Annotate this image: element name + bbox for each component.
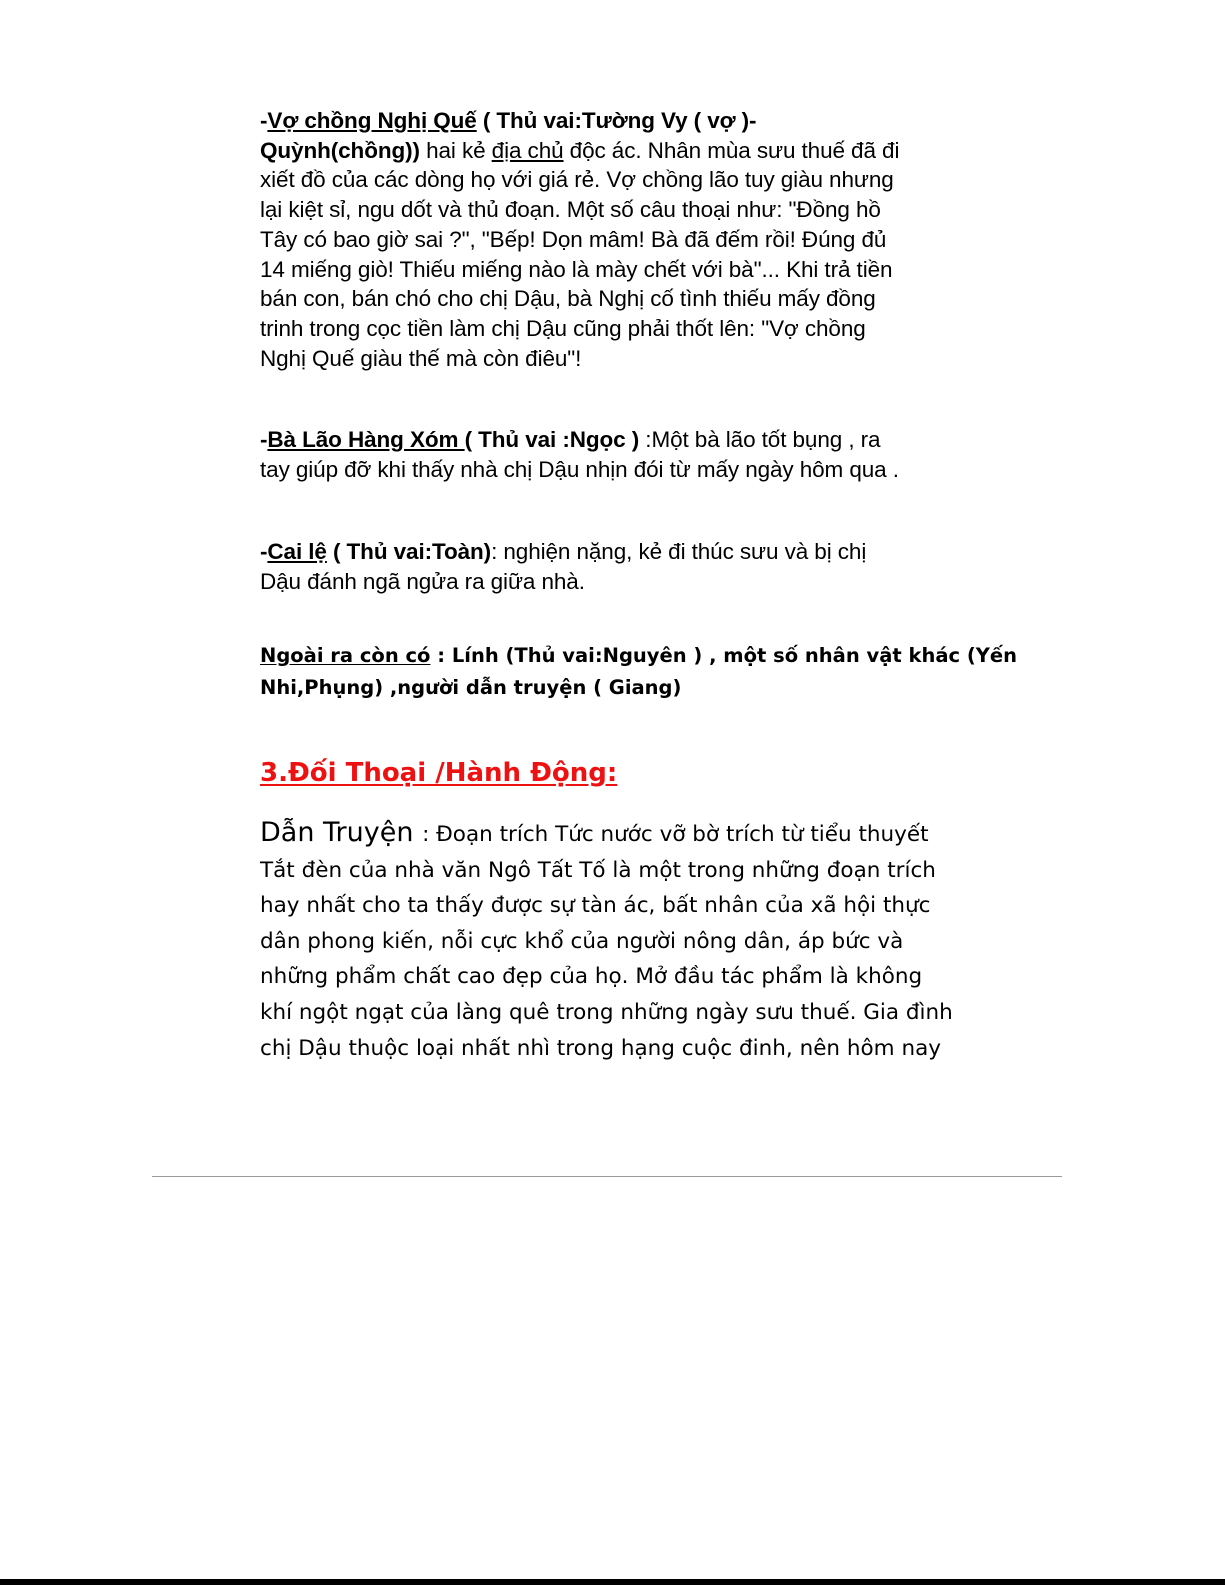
dash: - (260, 539, 268, 564)
ngoai-ra-line-1 (260, 640, 1017, 672)
text-run: độc ác. Nhân mùa sưu thuế đã đi (563, 137, 900, 163)
paragraph-line: Nghị Quế giàu thế mà còn điêu"! (260, 345, 582, 371)
role-note: ( Thủ vai:Toàn) (326, 539, 492, 564)
dash: - (260, 427, 268, 452)
paragraph-line: khí ngột ngạt của làng quê trong những ngày sưu thuế. Gia đình (260, 999, 953, 1025)
paragraph-line: những phẩm chất cao đẹp của họ. Mở đầu tác phẩm là không (260, 964, 923, 990)
paragraph-line: Dậu đánh ngã ngửa ra giữa nhà. (260, 568, 585, 594)
role-note: ( Thủ vai :Ngọc ) (464, 427, 640, 452)
paragraph-line: tay giúp đỡ khi thấy nhà chị Dậu nhịn đói từ mấy ngày hôm qua . (260, 456, 899, 482)
narrator-label: Dẫn Truyện (260, 817, 423, 848)
text-run: hai kẻ (419, 137, 492, 163)
nghi-que-line-1 (260, 106, 960, 136)
text-run: : nghiện nặng, kẻ đi thúc sưu và bị chị (491, 539, 867, 564)
character-name-cai-le: Cai lệ (267, 539, 327, 564)
paragraph-line: Tây có bao giờ sai ?", "Bếp! Dọn mâm! Bà đã đếm rồi! Đúng đủ (260, 226, 887, 252)
other-characters-paragraph (260, 640, 1017, 703)
paragraph-line: lại kiệt sỉ, ngu dốt và thủ đoạn. Một số câu thoại như: "Đồng hồ (260, 197, 881, 223)
other-characters-lead: Ngoài ra còn có (260, 644, 431, 667)
paragraph-line: bán con, bán chó cho chị Dậu, bà Nghị cố tình thiếu mấy đồng (260, 286, 876, 312)
character-nghi-que-paragraph (260, 106, 960, 373)
role-note: ( Thủ vai:Tường Vy ( vợ )- (476, 108, 757, 133)
text-run: : Lính (Thủ vai:Nguyên ) , một số nhân vật khác (Yến (430, 644, 1017, 667)
character-name-nghi-que: Vợ chồng Nghị Quế (267, 108, 477, 133)
paragraph-line: dân phong kiến, nỗi cực khổ của người nông dân, áp bức và (260, 928, 904, 954)
underlined-term: địa chủ (491, 137, 564, 163)
paragraph-line: xiết đồ của các dòng họ với giá rẻ. Vợ chồng lão tuy giàu nhưng (260, 167, 894, 193)
paragraph-line: Tắt đèn của nhà văn Ngô Tất Tố là một trong những đoạn trích (260, 857, 936, 883)
nghi-que-line-2 (260, 136, 960, 166)
text-run: : Đoạn trích Tức nước vỡ bờ trích từ tiểu thuyết (422, 822, 929, 847)
dash: - (260, 108, 268, 133)
narrator-paragraph (260, 815, 980, 1066)
text-run: :Một bà lão tốt bụng , ra (639, 427, 881, 452)
paragraph-line: chị Dậu thuộc loại nhất nhì trong hạng cuộc đinh, nên hôm nay (260, 1035, 941, 1061)
page-bottom-edge (0, 1579, 1225, 1585)
cai-le-line-1 (260, 537, 960, 567)
paragraph-line: trinh trong cọc tiền làm chị Dậu cũng phải thốt lên: "Vợ chồng (260, 315, 866, 341)
paragraph-line: 14 miếng giò! Thiếu miếng nào là mày chết với bà"... Khi trả tiền (260, 256, 893, 282)
section-heading-dialogue-action: 3.Đối Thoại /Hành Động: (260, 758, 618, 788)
character-ba-lao-paragraph (260, 425, 960, 484)
role-note-cont: Quỳnh(chồng)) (260, 137, 420, 163)
page-break-divider (152, 1176, 1062, 1177)
paragraph-line: Nhi,Phụng) ,người dẫn truyện ( Giang) (260, 675, 682, 699)
ba-lao-line-1 (260, 425, 960, 455)
character-cai-le-paragraph (260, 537, 960, 596)
paragraph-line: hay nhất cho ta thấy được sự tàn ác, bất nhân của xã hội thực (260, 893, 931, 919)
narrator-line-1 (260, 815, 980, 853)
character-name-ba-lao: Bà Lão Hàng Xóm (267, 427, 465, 452)
